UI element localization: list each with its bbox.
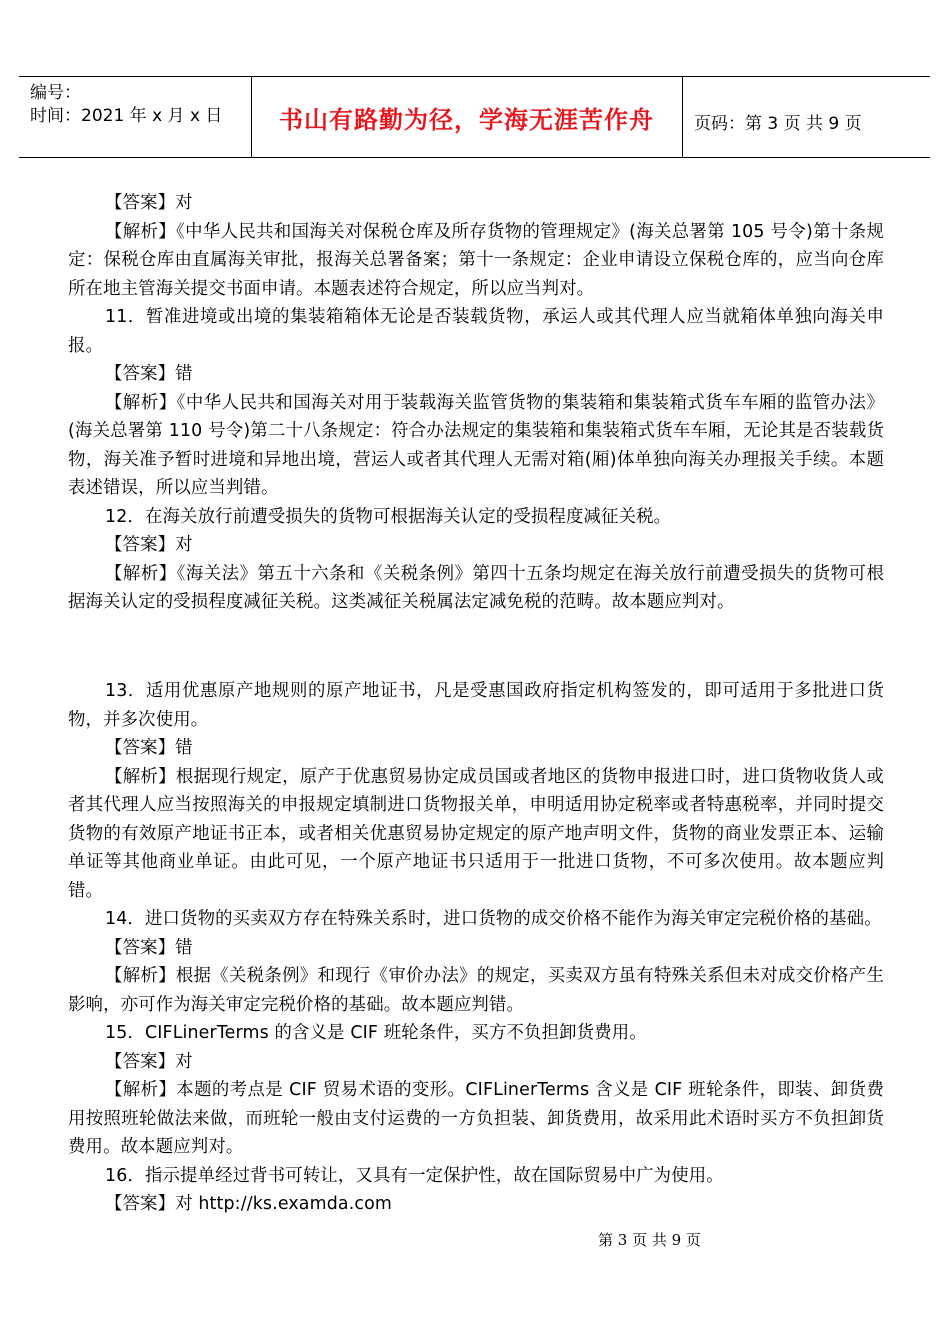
- paragraph: 【解析】本题的考点是 CIF 贸易术语的变形。CIFLinerTerms 含义是 CIF 班轮条件，即装、卸货费用按照班轮做法来做，而班轮一般由支付运费的一方负担装、卸货费用，故采用此术语时买方不负担卸货费用。故本题应判对。: [68, 1080, 884, 1157]
- document-header: [19, 76, 930, 158]
- paragraph: 【答案】对: [105, 193, 193, 213]
- motto: 书山有路勤为径，学海无涯苦作舟: [279, 106, 654, 134]
- time-label: 时间：2021 年 x 月 x 日: [30, 106, 223, 126]
- paragraph: 【答案】错: [105, 738, 193, 758]
- paragraph: 16．指示提单经过背书可转让，又具有一定保护性，故在国际贸易中广为使用。: [105, 1165, 724, 1186]
- paragraph: 【解析】《中华人民共和国海关对保税仓库及所存货物的管理规定》(海关总署第 105 号令)第十条规定：保税仓库由直属海关审批，报海关总署备案；第十一条规定：企业申请设立保税仓库的，应当向仓库所在地主管海关提交书面申请。本题表述符合规定，所以应当判对。: [68, 221, 884, 299]
- number-label: 编号：: [30, 83, 81, 103]
- paragraph: 11．暂准进境或出境的集装箱箱体无论是否装载货物，承运人或其代理人应当就箱体单独向海关申报。: [68, 307, 884, 356]
- header-meta-cell: [19, 77, 252, 157]
- paragraph: 【答案】对 http://ks.examda.com: [105, 1194, 392, 1214]
- paragraph: 【答案】错: [105, 364, 193, 384]
- paragraph: 12．在海关放行前遭受损失的货物可根据海关认定的受损程度减征关税。: [105, 506, 672, 527]
- paragraph: 【解析】根据现行规定，原产于优惠贸易协定成员国或者地区的货物申报进口时，进口货物收货人或者其代理人应当按照海关的申报规定填制进口货物报关单，申明适用协定税率或者特惠税率，并同时提交货物的有效原产地证书正本，或者相关优惠贸易协定规定的原产地声明文件，货物的商业发票正本、运输单证等其他商业单证。由此可见，一个原产地证书只适用于一批进口货物，不可多次使用。故本题应判错。: [68, 766, 884, 901]
- document-body: [68, 189, 884, 1219]
- paragraph: 【答案】对: [105, 535, 193, 555]
- paragraph: 13．适用优惠原产地规则的原产地证书，凡是受惠国政府指定机构签发的，即可适用于多批进口货物，并多次使用。: [68, 681, 884, 730]
- paragraph: 【解析】根据《关税条例》和现行《审价办法》的规定，买卖双方虽有特殊关系但未对成交价格产生影响，亦可作为海关审定完税价格的基础。故本题应判错。: [68, 966, 884, 1015]
- paragraph: 【解析】《中华人民共和国海关对用于装载海关监管货物的集装箱和集装箱式货车车厢的监管办法》(海关总署第 110 号令)第二十八条规定：符合办法规定的集装箱和集装箱式货车车厢，无论其是否装载货物，海关准予暂时进境和异地出境，营运人或者其代理人无需对箱(厢)体单独向海关办理报关手续。本题表述错误，所以应当判错。: [68, 392, 884, 498]
- paragraph: 15．CIFLinerTerms 的含义是 CIF 班轮条件，买方不负担卸货费用。: [105, 1023, 647, 1043]
- paragraph: 【答案】对: [105, 1051, 193, 1072]
- paragraph: 14．进口货物的买卖双方存在特殊关系时，进口货物的成交价格不能作为海关审定完税价格的基础。: [105, 909, 882, 929]
- header-motto-cell: [251, 77, 683, 157]
- header-page-label: 页码：第 3 页 共 9 页: [694, 114, 862, 134]
- footer-page-number: 第 3 页 共 9 页: [598, 1231, 701, 1249]
- header-page-cell: [682, 77, 930, 157]
- paragraph: 【答案】错: [105, 937, 193, 958]
- blank-line: [68, 633, 884, 662]
- paragraph: 【解析】《海关法》第五十六条和《关税条例》第四十五条均规定在海关放行前遭受损失的货物可根据海关认定的受损程度减征关税。这类减征关税属法定减免税的范畴。故本题应判对。: [68, 563, 884, 612]
